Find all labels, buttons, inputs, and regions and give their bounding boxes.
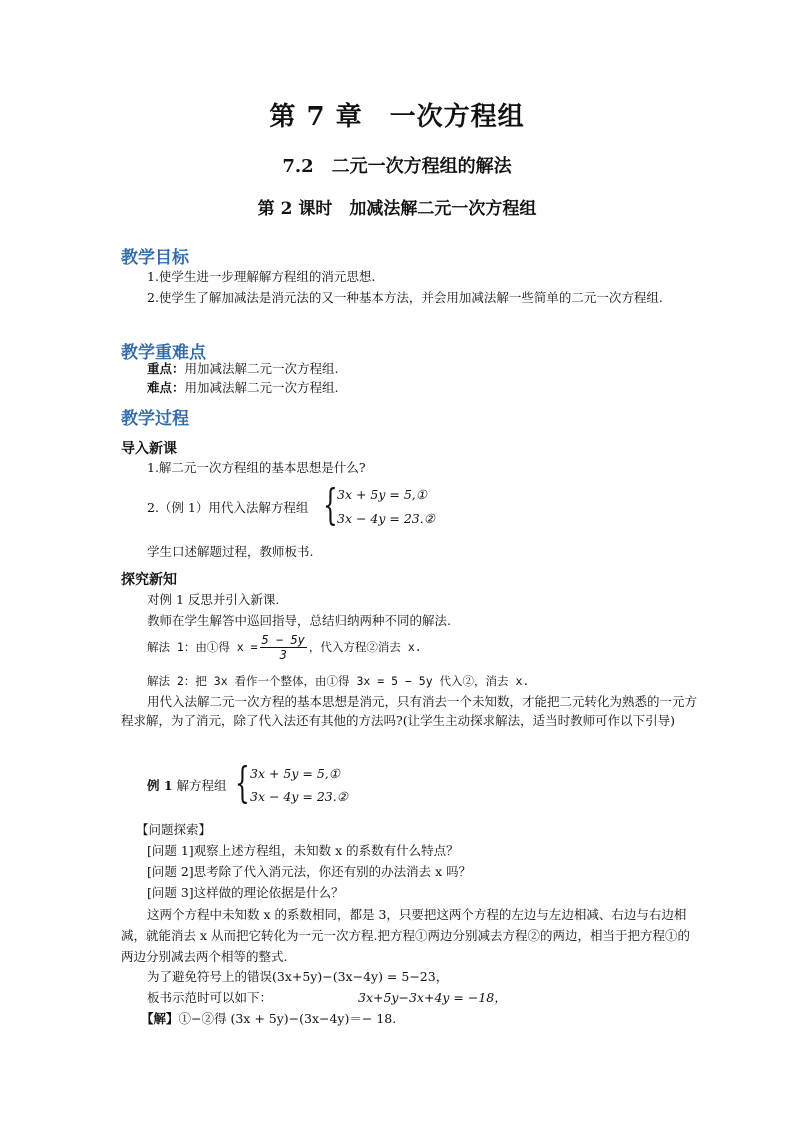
hard-point <box>147 378 339 397</box>
analysis-paragraph: 这两个方程中未知数 x 的系数相同，都是 3，只要把这两个方程的左边与左边相减、右边与右边相减，就能消去 x 从而把它转化为一元一次方程.把方程①两边分别减去方程②的两边，相当于把方程①的两边分别减去两个相等的整式. <box>121 907 690 964</box>
intro-heading: 导入新课 <box>121 441 177 457</box>
section-title: 7.2 二元一次方程组的解法 <box>282 156 512 177</box>
example-label: 例 1 <box>147 778 173 793</box>
avoid-error-line: 为了避免符号上的错误(3x+5y)−(3x−4y) = 5−23， <box>147 969 449 984</box>
solution-label: 【解】 <box>141 1011 179 1026</box>
board-expression: 3x+5y−3x+4y = −18， <box>358 990 507 1005</box>
explore-paragraph-1: 对例 1 反思并引入新课. <box>147 592 280 607</box>
board-label: 板书示范时可以如下： <box>147 990 273 1005</box>
solution-line <box>141 1009 396 1028</box>
system-brace-1: { <box>323 480 338 529</box>
question-1: [问题 1]观察上述方程组，未知数 x 的系数有什么特点？ <box>147 843 459 858</box>
system-1-eq2: 3x − 4y = 23.② <box>337 511 435 526</box>
key-point <box>147 359 339 378</box>
question-2: [问题 2]思考除了代入消元法，你还有别的办法消去 x 吗？ <box>147 864 472 879</box>
example-1 <box>147 776 227 795</box>
hard-point-text: 用加减法解二元一次方程组. <box>184 380 339 395</box>
chapter-title: 第 7 章 一次方程组 <box>269 102 525 132</box>
question-heading: 【问题探索】 <box>136 822 212 837</box>
intro-question-1: 1.解二元一次方程组的基本思想是什么? <box>147 460 366 475</box>
solution-1-fraction <box>260 633 307 662</box>
objective-item-1: 1.使学生进一步理解解方程组的消元思想. <box>147 269 376 284</box>
difficulties-heading: 教学重难点 <box>121 343 206 363</box>
objectives-heading: 教学目标 <box>121 248 189 268</box>
solution-method-2: 解法 2：把 3x 看作一个整体，由①得 3x = 5 − 5y 代入②，消去 x. <box>147 674 530 688</box>
key-point-label: 重点： <box>147 361 185 376</box>
objective-item-2: 2.使学生了解加减法是消元法的又一种基本方法，并会用加减法解一些简单的二元一次方程组. <box>147 290 663 305</box>
system-1-eq1: 3x + 5y = 5,① <box>337 487 427 502</box>
fraction-denominator: 3 <box>279 648 287 662</box>
intro-note: 学生口述解题过程，教师板书. <box>147 544 314 559</box>
system-2-eq1: 3x + 5y = 5,① <box>250 766 340 781</box>
fraction-numerator: 5 − 5y <box>261 633 305 647</box>
explore-paragraph-2: 教师在学生解答中巡回指导，总结归纳两种不同的解法. <box>147 613 451 628</box>
key-point-text: 用加减法解二元一次方程组. <box>184 361 339 376</box>
solution-1-prefix: 解法 1：由①得 x = <box>147 640 258 654</box>
system-brace-2: { <box>235 758 250 807</box>
example-text: 解方程组 <box>176 778 227 793</box>
intro-question-2: 2.（例 1）用代入法解方程组 <box>147 500 309 515</box>
solution-method-1 <box>147 633 422 662</box>
explore-paragraph-3: 用代入法解二元一次方程的基本思想是消元，只有消去一个未知数，才能把二元转化为熟悉的一元方程求解，为了消元，除了代入法还有其他的方法吗?(让学生主动探求解法，适当时教师可作以下引导) <box>121 694 698 728</box>
explore-heading: 探究新知 <box>121 572 177 588</box>
system-2-eq2: 3x − 4y = 23.② <box>250 789 348 804</box>
solution-1-suffix: ，代入方程②消去 x. <box>308 640 422 654</box>
hard-point-label: 难点： <box>147 380 185 395</box>
process-heading: 教学过程 <box>121 409 189 429</box>
solution-text: ①−②得 (3x + 5y)−(3x−4y)＝− 18. <box>178 1011 397 1026</box>
question-3: [问题 3]这样做的理论依据是什么？ <box>147 885 344 900</box>
lesson-title: 第 2 课时 加减法解二元一次方程组 <box>257 199 537 219</box>
